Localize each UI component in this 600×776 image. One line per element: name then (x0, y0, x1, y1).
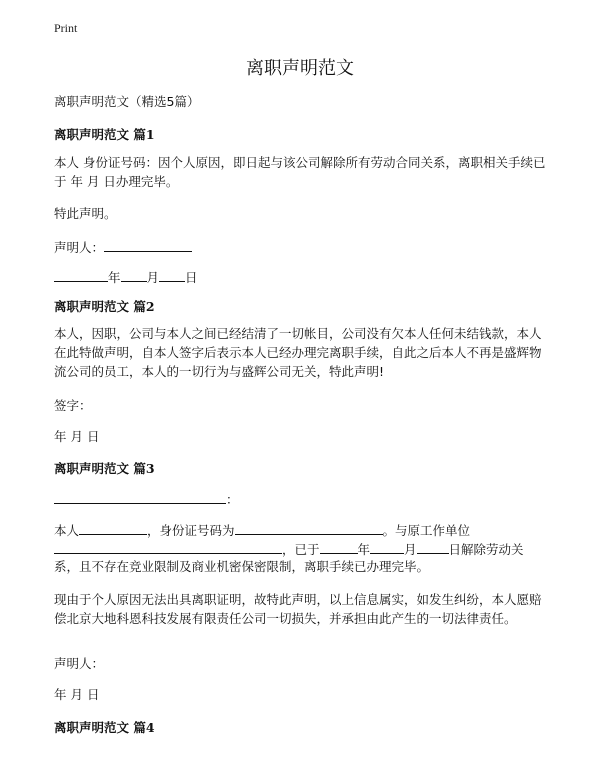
month-blank (370, 540, 404, 554)
day-blank (417, 540, 449, 554)
page-title: 离职声明范文 (246, 58, 354, 79)
section-1-date-line (54, 268, 198, 286)
section-3-heading: 离职声明范文 篇3 (54, 461, 155, 476)
section-1-signature-line (54, 238, 192, 256)
section-1-heading: 离职声明范文 篇1 (54, 127, 155, 142)
employer-blank (54, 540, 282, 554)
month-label: 月 (146, 270, 160, 285)
section-3-line-3: 系，且不存在竞业限制及商业机密保密限制，离职手续已办理完毕。 (54, 559, 430, 574)
section-3-blank-line (54, 490, 239, 508)
month-label: 月 (404, 542, 417, 557)
person-blank (79, 521, 147, 535)
year-blank (320, 540, 358, 554)
month-blank (121, 268, 147, 282)
signature-blank (104, 238, 192, 252)
day-label: 日 (185, 270, 198, 285)
day-blank (159, 268, 185, 282)
id-number-blank (235, 521, 383, 535)
text-segment: 本人 (54, 523, 80, 538)
signature-label: 声明人： (54, 240, 105, 255)
text-segment: ，身份证号码为 (147, 523, 235, 538)
year-label: 年 (108, 270, 121, 285)
section-3-signature-label: 声明人： (54, 656, 105, 671)
text-segment: 。与原工作单位 (382, 523, 471, 538)
section-3-line-2 (54, 540, 524, 558)
section-1-statement: 特此声明。 (54, 206, 117, 221)
section-3-line-1 (54, 521, 470, 539)
section-2-paragraph: 本人，因职，公司与本人之间已经结清了一切帐目，公司没有欠本人任何未结钱款，本人在此特做声明，自本人签字后表示本人已经办理完离职手续，自此之后本人不再是盛辉物流公司的员工，本人的一切行为与盛辉公司无关，特此声明! (54, 326, 542, 379)
section-4-heading: 离职声明范文 篇4 (54, 720, 155, 735)
section-2-date: 年 月 日 (54, 429, 100, 444)
section-3-paragraph: 现由于个人原因无法出具离职证明，故特此声明，以上信息属实，如发生纠纷，本人愿赔偿北京大地科恩科技发展有限责任公司一切损失，并承担由此产生的一切法律责任。 (54, 592, 542, 626)
year-label: 年 (357, 542, 371, 557)
print-link[interactable]: Print (54, 21, 78, 35)
document-subtitle: 离职声明范文（精选5篇） (54, 94, 200, 109)
section-2-heading: 离职声明范文 篇2 (54, 299, 155, 314)
text-segment: ，已于 (282, 542, 320, 557)
colon: ： (226, 492, 239, 507)
name-blank (54, 490, 226, 504)
section-3-date: 年 月 日 (54, 687, 100, 702)
year-blank (54, 268, 108, 282)
text-segment: 日解除劳动关 (448, 542, 524, 557)
section-1-paragraph: 本人 身份证号码：因个人原因，即日起与该公司解除所有劳动合同关系，离职相关手续已于 年 月 日办理完毕。 (54, 155, 546, 189)
section-2-sign-label: 签字： (54, 398, 92, 413)
